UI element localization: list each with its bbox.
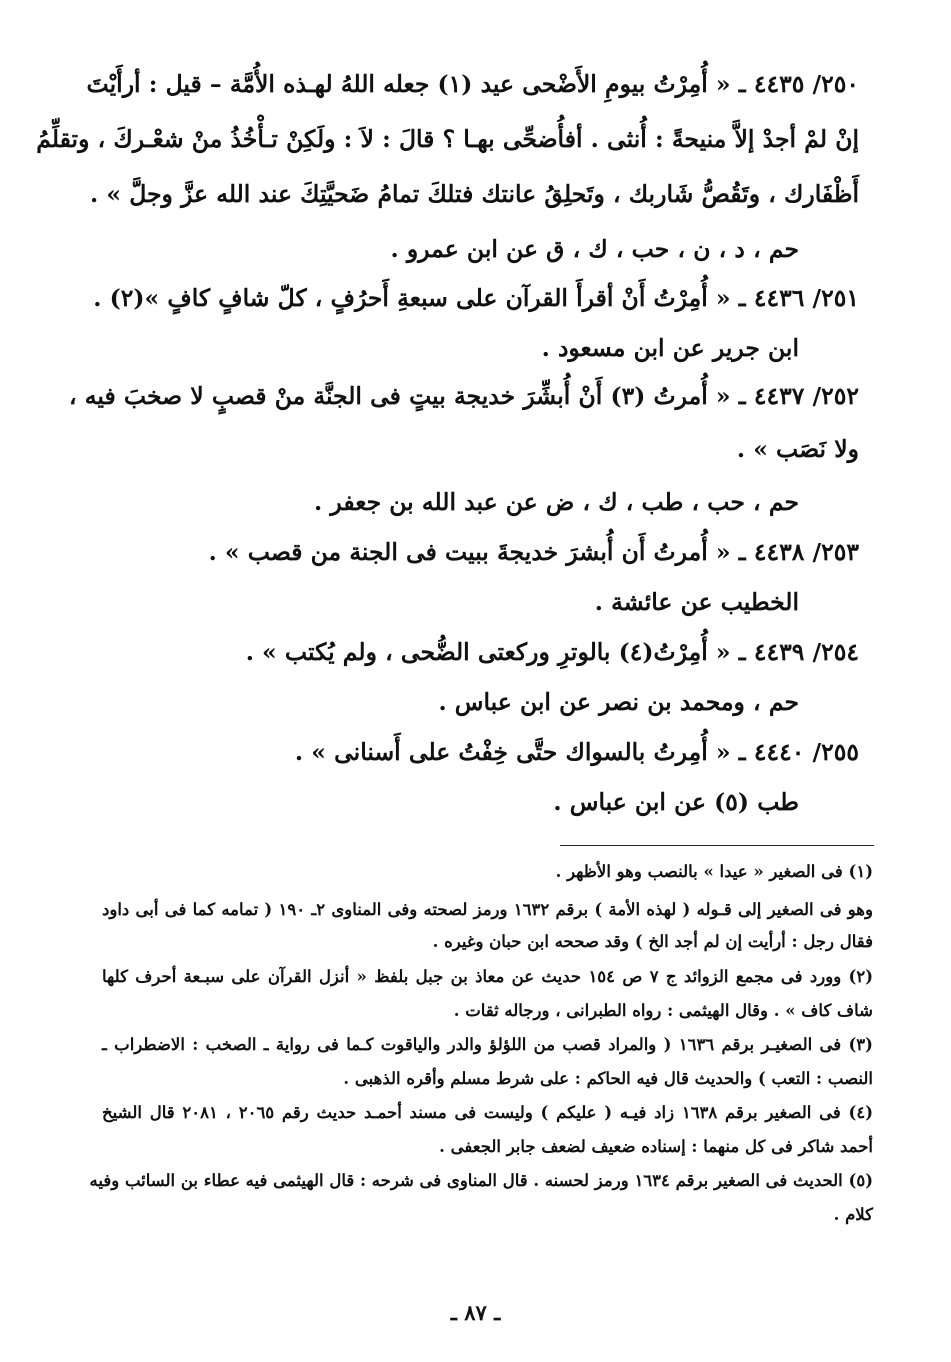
hadith-253-line-1: ٢٥٣/ ٤٤٣٨ ـ « أُمرتُ أَن أُبشرَ خديجةَ ببيت فى الجنة من قصب » .: [208, 538, 859, 566]
footnote-2-line-2: شاف كاف » . وقال الهيثمى : رواه الطبرانى ، ورجاله ثقات .: [453, 1001, 873, 1020]
footnote-4-line-1: (٤) فى الصغير برقم ١٦٣٨ زاد فيـه ( عليكم ) وليست فى مسند أحمـد حديث رقم ٢٠٦٥ ، ٢٠٨١ قال الشيخ: [102, 1103, 873, 1122]
hadith-250-line-1: ٢٥٠/ ٤٤٣٥ ـ « أُمِرْتُ بيومِ الأَضْحى عيد (١) جعله اللهُ لهـذه الأُمَّة – قيل : أرأَيْتَ: [86, 70, 859, 98]
page-number: ـ ٨٧ ـ: [450, 1300, 501, 1325]
hadith-254-source: حم ، ومحمد بن نصر عن ابن عباس .: [438, 688, 799, 716]
hadith-254-line-1: ٢٥٤/ ٤٤٣٩ ـ « أُمِرْتُ(٤) بالوترِ وركعتى الضُّحى ، ولم يُكتب » .: [245, 638, 859, 666]
footnote-3-line-2: النصب : التعب ) والحديث قال فيه الحاكم : على شرط مسلم وأقره الذهبى .: [343, 1069, 873, 1088]
hadith-252-line-2: ولا نَصَب » .: [736, 435, 859, 463]
footnote-3-line-1: (٣) فى الصغيـر برقم ١٦٣٦ ( والمراد قصب من اللؤلؤ والدر والياقوت كـما فى رواية ـ الصخب : الاضطراب ـ: [102, 1035, 873, 1054]
footnote-4-line-2: أحمد شاكر فى كل منهما : إسناده ضعيف لضعف جابر الجعفى .: [439, 1137, 873, 1156]
hadith-251-line-1: ٢٥١/ ٤٤٣٦ ـ « أُمِرْتُ أَنْ أقرأَ القرآن على سبعةِ أَحرُفٍ ، كلّ شافٍ كافٍ »(٢) .: [93, 284, 859, 312]
footnote-5-line-2: كلام .: [833, 1205, 873, 1224]
footnote-5-line-1: (٥) الحديث فى الصغير برقم ١٦٣٤ ورمز لحسنه . قال المناوى فى شرحه : قال الهيثمى فيه عطاء بن السائب وفيه: [89, 1171, 873, 1190]
hadith-250-line-3: أَظْفَارك ، وتَقُصُّ شَاربك ، وتَحلِقُ عانتك فتلكَ تمامُ ضَحيَّتِكَ عند الله عزَّ وجلَّ » .: [90, 180, 859, 208]
hadith-255-line-1: ٢٥٥/ ٤٤٤٠ ـ « أُمِرتُ بالسواك حتَّى خِفْتُ على أَسنانى » .: [294, 738, 859, 766]
footnote-1-line-2: وهو فى الصغير إلى قـوله ( لهذه الأمة ) برقم ١٦٣٢ ورمز لصحته وفى المناوى ٢ـ ١٩٠ ( تمامه كما فى أبى داود: [102, 900, 873, 919]
footnote-divider: [560, 845, 874, 846]
hadith-250-line-2: إنْ لمْ أجدْ إلاَّ منيحةً : أُنثى . أفأُضحِّى بهـا ؟ قالَ : لاَ : ولَكِنْ تـأْخُذُ منْ شعْـركَ ، وتقلِّمُ: [36, 125, 859, 153]
hadith-252-source: حم ، حب ، طب ، ك ، ض عن عبد الله بن جعفر .: [314, 488, 799, 516]
hadith-255-source: طب (٥) عن ابن عباس .: [553, 788, 799, 816]
footnote-1-line-3: فقال رجل : أرأيت إن لم أجد الخ ) وقد صححه ابن حبان وغيره .: [432, 932, 873, 951]
footnote-1-line-1: (١) فى الصغير « عيدا » بالنصب وهو الأظهر .: [555, 862, 873, 881]
hadith-253-source: الخطيب عن عائشة .: [594, 588, 799, 616]
hadith-250-source: حم ، د ، ن ، حب ، ك ، ق عن ابن عمرو .: [390, 235, 799, 263]
hadith-252-line-1: ٢٥٢/ ٤٤٣٧ ـ « أُمرتُ (٣) أَنْ أُبشِّرَ خديجة بيتٍ فى الجنَّة منْ قصبٍ لا صخبَ فيه ،: [69, 382, 859, 410]
hadith-251-source: ابن جرير عن ابن مسعود .: [541, 334, 799, 362]
footnote-2-line-1: (٢) وورد فى مجمع الزوائد ج ٧ ص ١٥٤ حديث عن معاذ بن جبل بلفظ « أنزل القرآن على سبـعة أحرف كلها: [102, 967, 874, 986]
